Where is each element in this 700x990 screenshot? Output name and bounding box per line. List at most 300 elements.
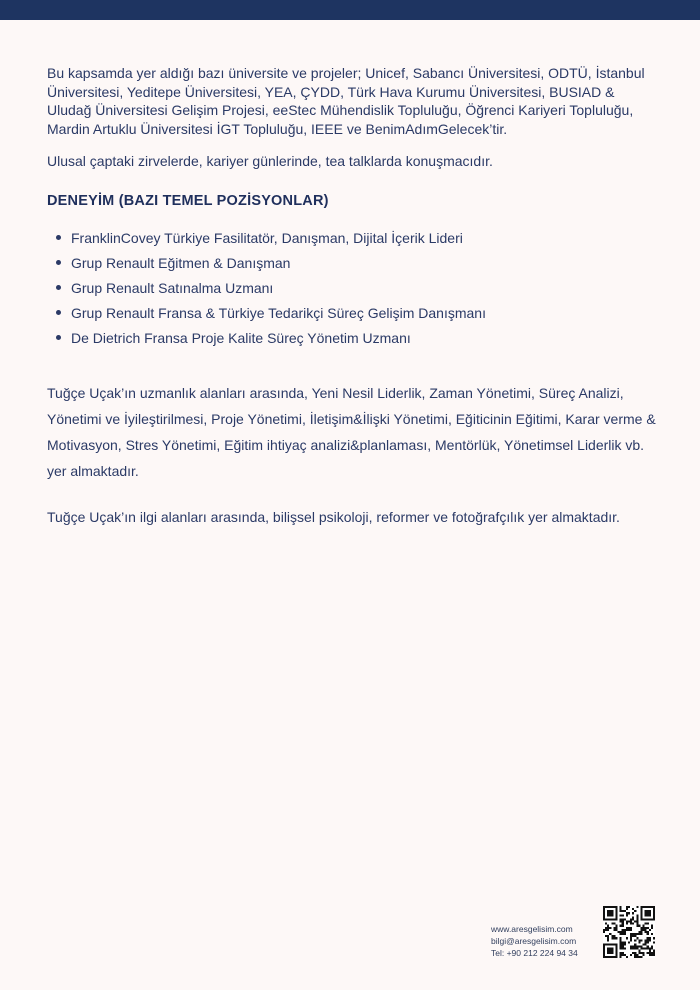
- qr-module: [645, 927, 647, 929]
- qr-module: [609, 956, 611, 958]
- qr-module: [607, 914, 609, 916]
- qr-module: [620, 954, 622, 956]
- qr-module: [611, 943, 613, 945]
- qr-module: [640, 948, 642, 950]
- qr-module: [603, 906, 605, 908]
- qr-module: [605, 923, 607, 925]
- qr-module: [638, 933, 640, 935]
- qr-module: [603, 946, 605, 948]
- qr-module: [640, 912, 642, 914]
- qr-module: [622, 931, 624, 933]
- qr-module: [607, 910, 609, 912]
- qr-module: [615, 946, 617, 948]
- qr-module: [603, 916, 605, 918]
- qr-module: [607, 935, 609, 937]
- qr-module: [630, 946, 632, 948]
- qr-module: [613, 906, 615, 908]
- qr-module: [634, 952, 636, 954]
- qr-module: [607, 937, 609, 939]
- qr-module: [628, 912, 630, 914]
- qr-module: [615, 943, 617, 945]
- qr-module: [609, 943, 611, 945]
- qr-module: [620, 946, 622, 948]
- qr-module: [651, 952, 653, 954]
- qr-module: [632, 916, 634, 918]
- qr-module: [649, 950, 651, 952]
- qr-module: [611, 912, 613, 914]
- qr-module: [630, 929, 632, 931]
- qr-module: [620, 910, 622, 912]
- qr-module: [620, 956, 622, 958]
- bullet-icon: [56, 285, 61, 290]
- qr-module: [613, 929, 615, 931]
- qr-module: [613, 956, 615, 958]
- qr-module: [603, 931, 605, 933]
- qr-module: [603, 914, 605, 916]
- qr-module: [647, 931, 649, 933]
- qr-module: [651, 925, 653, 927]
- qr-module: [647, 941, 649, 943]
- qr-module: [632, 933, 634, 935]
- qr-module: [603, 918, 605, 920]
- qr-module: [640, 914, 642, 916]
- qr-module: [634, 939, 636, 941]
- qr-module: [634, 921, 636, 923]
- qr-module: [620, 914, 622, 916]
- qr-module: [645, 906, 647, 908]
- qr-module: [645, 910, 647, 912]
- qr-module: [636, 925, 638, 927]
- qr-module: [653, 937, 655, 939]
- experience-heading: DENEYİM (BAZI TEMEL POZİSYONLAR): [47, 192, 329, 209]
- qr-module: [611, 918, 613, 920]
- qr-module: [611, 948, 613, 950]
- qr-module: [651, 927, 653, 929]
- qr-module: [630, 939, 632, 941]
- qr-module: [653, 906, 655, 908]
- qr-module: [645, 948, 647, 950]
- qr-module: [626, 956, 628, 958]
- qr-module: [611, 910, 613, 912]
- qr-module: [613, 918, 615, 920]
- qr-module: [626, 914, 628, 916]
- qr-code-graphic: [603, 906, 655, 958]
- qr-module: [630, 921, 632, 923]
- qr-module: [634, 954, 636, 956]
- qr-module: [640, 931, 642, 933]
- qr-module: [651, 906, 653, 908]
- qr-module: [647, 939, 649, 941]
- speaker-paragraph: Ulusal çaptaki zirvelerde, kariyer günlerinde, tea talklarda konuşmacıdır.: [47, 153, 493, 169]
- qr-module: [630, 935, 632, 937]
- qr-module: [615, 910, 617, 912]
- qr-module: [615, 906, 617, 908]
- qr-module: [624, 954, 626, 956]
- qr-module: [640, 906, 642, 908]
- qr-module: [643, 952, 645, 954]
- experience-item: [47, 229, 659, 247]
- qr-module: [607, 948, 609, 950]
- qr-module: [609, 927, 611, 929]
- qr-module: [636, 914, 638, 916]
- qr-module: [653, 908, 655, 910]
- qr-module: [613, 937, 615, 939]
- qr-module: [636, 933, 638, 935]
- qr-module: [620, 948, 622, 950]
- qr-module: [628, 929, 630, 931]
- qr-module: [622, 929, 624, 931]
- qr-module: [607, 906, 609, 908]
- qr-module: [653, 941, 655, 943]
- qr-module: [638, 931, 640, 933]
- qr-module: [632, 935, 634, 937]
- qr-module: [605, 956, 607, 958]
- qr-module: [622, 952, 624, 954]
- qr-module: [651, 954, 653, 956]
- qr-module: [613, 943, 615, 945]
- qr-module: [632, 923, 634, 925]
- qr-module: [647, 910, 649, 912]
- qr-module: [603, 948, 605, 950]
- qr-module: [609, 950, 611, 952]
- experience-list: [47, 229, 659, 347]
- qr-module: [603, 952, 605, 954]
- qr-module: [643, 927, 645, 929]
- qr-module: [653, 918, 655, 920]
- qr-module: [647, 918, 649, 920]
- qr-module: [613, 923, 615, 925]
- qr-module: [651, 918, 653, 920]
- qr-module: [636, 921, 638, 923]
- qr-module: [611, 952, 613, 954]
- qr-module: [645, 912, 647, 914]
- qr-module: [620, 943, 622, 945]
- qr-module: [628, 941, 630, 943]
- qr-module: [611, 950, 613, 952]
- experience-item-text: FranklinCovey Türkiye Fasilitatör, Danışman, Dijital İçerik Lideri: [71, 229, 463, 246]
- qr-module: [620, 941, 622, 943]
- experience-item-text: Grup Renault Satınalma Uzmanı: [71, 279, 274, 296]
- qr-module: [622, 921, 624, 923]
- qr-module: [605, 935, 607, 937]
- qr-module: [645, 929, 647, 931]
- qr-module: [653, 950, 655, 952]
- qr-module: [643, 954, 645, 956]
- qr-module: [615, 956, 617, 958]
- qr-module: [603, 956, 605, 958]
- qr-module: [634, 943, 636, 945]
- qr-module: [620, 918, 622, 920]
- qr-module: [605, 927, 607, 929]
- qr-module: [607, 952, 609, 954]
- qr-module: [605, 906, 607, 908]
- qr-module: [615, 929, 617, 931]
- qr-module: [609, 918, 611, 920]
- qr-module: [624, 918, 626, 920]
- qr-module: [611, 923, 613, 925]
- qr-module: [626, 908, 628, 910]
- qr-module: [620, 906, 622, 908]
- qr-module: [609, 910, 611, 912]
- qr-module: [615, 927, 617, 929]
- qr-module: [647, 946, 649, 948]
- qr-module: [624, 933, 626, 935]
- qr-module: [636, 923, 638, 925]
- qr-module: [620, 921, 622, 923]
- qr-module: [636, 946, 638, 948]
- qr-module: [640, 939, 642, 941]
- qr-module: [651, 946, 653, 948]
- qr-module: [630, 948, 632, 950]
- qr-module: [607, 927, 609, 929]
- qr-module: [607, 918, 609, 920]
- qr-module: [653, 914, 655, 916]
- qr-module: [632, 946, 634, 948]
- qr-module: [615, 950, 617, 952]
- qr-module: [634, 933, 636, 935]
- qr-module: [636, 954, 638, 956]
- qr-module: [622, 948, 624, 950]
- email-link[interactable]: bilgi@aresgelisim.com: [491, 936, 577, 947]
- qr-module: [638, 939, 640, 941]
- qr-module: [605, 943, 607, 945]
- qr-module: [626, 906, 628, 908]
- qr-module: [647, 906, 649, 908]
- qr-module: [615, 916, 617, 918]
- bullet-icon: [56, 235, 61, 240]
- qr-module: [638, 946, 640, 948]
- qr-module: [645, 923, 647, 925]
- qr-module: [653, 910, 655, 912]
- qr-module: [636, 906, 638, 908]
- experience-item: [47, 254, 659, 272]
- qr-module: [611, 937, 613, 939]
- qr-module: [638, 956, 640, 958]
- qr-module: [647, 927, 649, 929]
- qr-module: [643, 948, 645, 950]
- qr-module: [649, 912, 651, 914]
- experience-item: [47, 304, 659, 322]
- qr-module: [632, 918, 634, 920]
- qr-module: [645, 914, 647, 916]
- bullet-icon: [56, 335, 61, 340]
- qr-module: [611, 935, 613, 937]
- qr-module: [615, 908, 617, 910]
- qr-module: [649, 918, 651, 920]
- qr-module: [615, 925, 617, 927]
- qr-module: [632, 952, 634, 954]
- qr-module: [649, 952, 651, 954]
- qr-module: [624, 943, 626, 945]
- qr-module: [618, 931, 620, 933]
- qr-module: [647, 933, 649, 935]
- phone-number: Tel: +90 212 224 94 34: [491, 948, 578, 959]
- qr-module: [643, 943, 645, 945]
- qr-module: [645, 941, 647, 943]
- qr-module: [628, 927, 630, 929]
- qr-module: [645, 939, 647, 941]
- qr-module: [609, 952, 611, 954]
- qr-module: [634, 910, 636, 912]
- qr-module: [603, 954, 605, 956]
- qr-module: [628, 906, 630, 908]
- qr-module: [605, 929, 607, 931]
- qr-module: [630, 927, 632, 929]
- qr-module: [611, 906, 613, 908]
- qr-module: [636, 948, 638, 950]
- qr-module: [653, 952, 655, 954]
- qr-module: [615, 914, 617, 916]
- qr-module: [624, 929, 626, 931]
- qr-module: [636, 937, 638, 939]
- qr-module: [636, 956, 638, 958]
- qr-module: [624, 931, 626, 933]
- qr-module: [643, 929, 645, 931]
- qr-module: [615, 912, 617, 914]
- qr-module: [630, 923, 632, 925]
- intro-paragraph: Bu kapsamda yer aldığı bazı üniversite ve projeler; Unicef, Sabancı Üniversitesi, ODTÜ, İstanbul Üniversitesi, Yeditepe Üniversitesi, YEA, ÇYDD, Türk Hava Kurumu Üniversitesi, BUSIAD & Uludağ Üniversitesi Gelişim Projesi, eeStec Mühendislik Topluluğu, Öğrenci Kariyeri Topluluğu, Mardin Artuklu Üniversitesi İGT Topluluğu, IEEE ve BenimAdımGelecek’tir.: [47, 65, 645, 137]
- qr-module: [649, 929, 651, 931]
- qr-module: [647, 912, 649, 914]
- qr-module: [622, 954, 624, 956]
- qr-module: [609, 933, 611, 935]
- qr-module: [636, 918, 638, 920]
- qr-module: [634, 946, 636, 948]
- qr-module: [622, 946, 624, 948]
- qr-module: [649, 914, 651, 916]
- qr-module: [613, 927, 615, 929]
- expertise-paragraph: Tuğçe Uçak’ın uzmanlık alanları arasında, Yeni Nesil Liderlik, Zaman Yönetimi, Süreç Analizi, Yönetimi ve İyileştirilmesi, Proje Yönetimi, İletişim&İlişki Yönetimi, Eğiticinin Eğitimi, Karar verme & Motivasyon, Stres Yönetimi, Eğitim ihtiyaç analizi&planlaması, Mentörlük, Yönetimsel Liderlik vb. yer almaktadır.: [47, 384, 656, 479]
- experience-item-text: Grup Renault Fransa & Türkiye Tedarikçi Süreç Gelişim Danışmanı: [71, 304, 486, 321]
- qr-module: [626, 937, 628, 939]
- qr-module: [643, 906, 645, 908]
- qr-module: [611, 914, 613, 916]
- qr-module: [638, 952, 640, 954]
- qr-module: [632, 912, 634, 914]
- qr-module: [603, 943, 605, 945]
- qr-module: [632, 908, 634, 910]
- qr-module: [640, 933, 642, 935]
- qr-module: [651, 948, 653, 950]
- qr-module: [620, 931, 622, 933]
- website-link[interactable]: www.aresgelisim.com: [491, 924, 573, 934]
- qr-module: [624, 941, 626, 943]
- interests-paragraph: Tuğçe Uçak’ın ilgi alanları arasında, bilişsel psikoloji, reformer ve fotoğrafçılık yer almaktadır.: [47, 508, 620, 525]
- qr-module: [603, 912, 605, 914]
- experience-item: [47, 329, 659, 347]
- qr-module: [622, 925, 624, 927]
- qr-module: [640, 946, 642, 948]
- qr-module: [651, 933, 653, 935]
- qr-module: [626, 927, 628, 929]
- qr-module: [626, 921, 628, 923]
- qr-module: [615, 952, 617, 954]
- qr-module: [653, 912, 655, 914]
- qr-module: [647, 923, 649, 925]
- qr-module: [649, 906, 651, 908]
- qr-module: [615, 954, 617, 956]
- qr-module: [630, 918, 632, 920]
- qr-module: [609, 914, 611, 916]
- qr-module: [615, 948, 617, 950]
- qr-module: [607, 925, 609, 927]
- qr-module: [640, 929, 642, 931]
- qr-module: [603, 929, 605, 931]
- qr-module: [622, 918, 624, 920]
- qr-module: [653, 916, 655, 918]
- qr-module: [620, 952, 622, 954]
- qr-module: [638, 925, 640, 927]
- qr-module: [647, 914, 649, 916]
- qr-module: [640, 908, 642, 910]
- qr-module: [645, 943, 647, 945]
- qr-module: [638, 950, 640, 952]
- qr-module: [640, 918, 642, 920]
- bullet-icon: [56, 260, 61, 265]
- qr-module: [622, 941, 624, 943]
- qr-module: [609, 906, 611, 908]
- qr-module: [626, 923, 628, 925]
- qr-module: [613, 935, 615, 937]
- qr-module: [603, 908, 605, 910]
- qr-module: [630, 954, 632, 956]
- qr-module: [640, 910, 642, 912]
- qr-module: [607, 912, 609, 914]
- qr-module: [630, 937, 632, 939]
- qr-module: [605, 918, 607, 920]
- qr-module: [622, 933, 624, 935]
- experience-item-text: De Dietrich Fransa Proje Kalite Süreç Yönetim Uzmanı: [71, 329, 411, 346]
- qr-module: [620, 939, 622, 941]
- qr-module: [638, 941, 640, 943]
- qr-module: [628, 921, 630, 923]
- qr-module: [643, 925, 645, 927]
- qr-module: [622, 923, 624, 925]
- qr-module: [615, 918, 617, 920]
- top-bar: [0, 0, 700, 20]
- qr-module: [643, 918, 645, 920]
- qr-module: [649, 939, 651, 941]
- qr-module: [649, 910, 651, 912]
- qr-module: [647, 948, 649, 950]
- qr-module: [603, 910, 605, 912]
- qr-module: [620, 937, 622, 939]
- qr-module: [622, 914, 624, 916]
- bullet-icon: [56, 310, 61, 315]
- qr-module: [607, 929, 609, 931]
- qr-module: [620, 933, 622, 935]
- qr-module: [636, 916, 638, 918]
- qr-module: [620, 908, 622, 910]
- qr-module: [620, 925, 622, 927]
- qr-module: [609, 948, 611, 950]
- qr-module: [645, 931, 647, 933]
- qr-module: [607, 956, 609, 958]
- qr-module: [624, 910, 626, 912]
- qr-module: [640, 916, 642, 918]
- experience-item: [47, 279, 659, 297]
- qr-code-icon: [603, 906, 655, 958]
- qr-module: [615, 937, 617, 939]
- qr-module: [640, 952, 642, 954]
- qr-module: [634, 948, 636, 950]
- qr-module: [603, 950, 605, 952]
- qr-module: [640, 956, 642, 958]
- qr-module: [607, 943, 609, 945]
- qr-module: [649, 937, 651, 939]
- qr-module: [607, 950, 609, 952]
- qr-module: [647, 937, 649, 939]
